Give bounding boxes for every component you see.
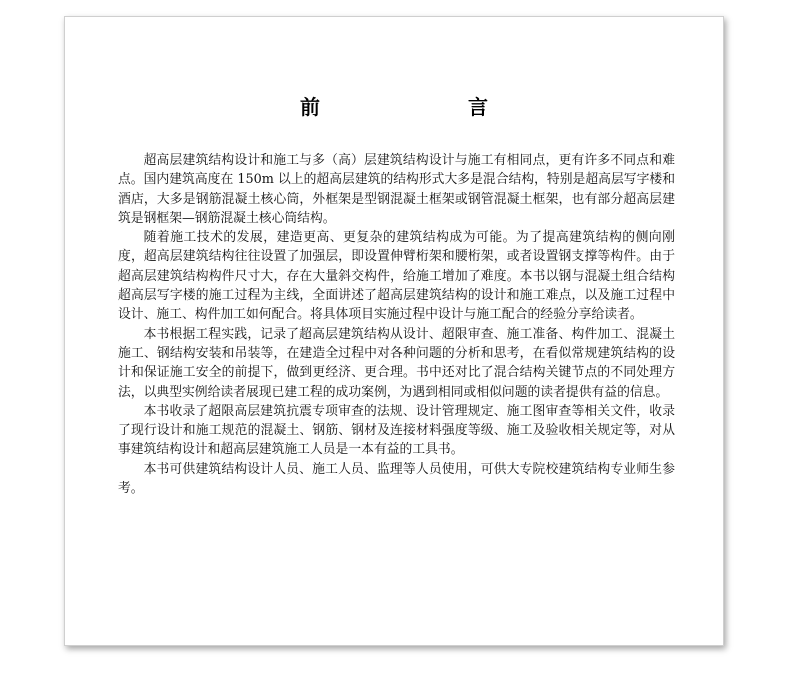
preface-heading: 前 言 [300, 95, 524, 119]
paragraph-1: 超高层建筑结构设计和施工与多（高）层建筑结构设计与施工有相同点，更有许多不同点和难点。国内建筑高度在 150m 以上的超高层建筑的结构形式大多是混合结构，特别是超高层写字楼和酒店，大多是钢筋混凝土核心筒，外框架是型钢混凝土框架或钢管混凝土框架，也有部分超高层建筑是钢框架—钢筋混凝土核心筒结构。 [118, 153, 675, 226]
preface-body [118, 151, 675, 498]
document-page [64, 16, 724, 646]
paragraph-5: 本书可供建筑结构设计人员、施工人员、监理等人员使用，可供大专院校建筑结构专业师生参考。 [118, 461, 675, 497]
paragraph-3: 本书根据工程实践，记录了超高层建筑结构从设计、超限审查、施工准备、构件加工、混凝土施工、钢结构安装和吊装等，在建造全过程中对各种问题的分析和思考，在看似常规建筑结构的设计和保证施工安全的前提下，做到更经济、更合理。书中还对比了混合结构关键节点的不同处理方法，以典型实例给读者展现已建工程的成功案例，为遇到相同或相似问题的读者提供有益的信息。 [118, 326, 675, 400]
paragraph-2: 随着施工技术的发展，建造更高、更复杂的建筑结构成为可能。为了提高建筑结构的侧向刚度，超高层建筑结构往往设置了加强层，即设置伸臂桁架和腰桁架，或者设置钢支撑等构件。由于超高层建筑结构构件尺寸大，存在大量斜交构件，给施工增加了难度。本书以钢与混凝土组合结构超高层写字楼的施工过程为主线，全面讲述了超高层建筑结构的设计和施工难点，以及施工过程中设计、施工、构件加工如何配合。将具体项目实施过程中设计与施工配合的经验分享给读者。 [118, 230, 675, 323]
paragraph-4: 本书收录了超限高层建筑抗震专项审查的法规、设计管理规定、施工图审查等相关文件，收录了现行设计和施工规范的混凝土、钢筋、钢材及连接材料强度等级、施工及验收相关规定等，对从事建筑结构设计和超高层建筑施工人员是一本有益的工具书。 [118, 403, 675, 458]
